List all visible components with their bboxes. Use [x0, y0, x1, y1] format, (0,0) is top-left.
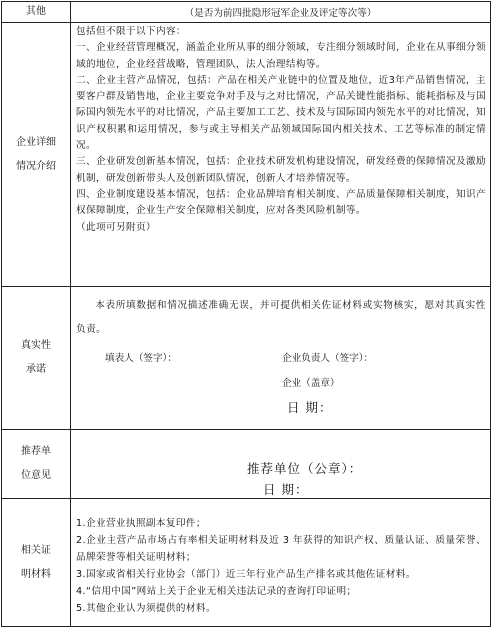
- details-item-3: 三、企业研发创新基本情况，包括：企业技术研发机构建设情况，研发经费的保障情况及激励机制，研发创新带头人及创新团队情况，创新人才培养情况等。: [76, 156, 486, 184]
- row-recommend: [1, 429, 491, 498]
- label-recommend-line-2: 位意见: [21, 470, 51, 481]
- details-attach-note: （此项可另附页）: [76, 221, 156, 233]
- label-details-line-2: 情况介绍: [16, 160, 56, 172]
- label-truth-line-2: 承诺: [26, 364, 46, 375]
- truth-date-label: 日 期：: [287, 400, 333, 415]
- truth-content: [71, 287, 490, 429]
- materials-item-4: 4.“信用中国”网站上关于企业无相关违法记录的查询打印证明；: [76, 586, 357, 597]
- label-materials-line-1: 相关证: [21, 544, 51, 556]
- label-details-line-1: 企业详细: [16, 136, 56, 148]
- details-item-1: 一、企业经营管理概况，涵盖企业所从事的细分领域，专注细分领域时间，企业在从事细分领域的地位，企业经营战略，管理团队，法人治理结构等。: [76, 42, 486, 70]
- filler-signature-label: 填表人（签字）：: [105, 353, 177, 364]
- materials-item-1: 1.企业营业执照副本复印件；: [76, 518, 206, 529]
- label-truth-line-1: 真实性: [21, 340, 51, 351]
- company-seal-label: 企业（盖章）: [282, 378, 340, 389]
- row-details: [1, 22, 491, 286]
- row-label-details: [2, 23, 71, 286]
- label-materials-line-2: 明材料: [21, 568, 51, 580]
- details-intro: 包括但不限于以下内容：: [76, 26, 186, 37]
- row-label-materials: [2, 499, 71, 626]
- row-materials: [1, 498, 491, 627]
- recommend-unit-seal-label: 推荐单位（公章）：: [247, 461, 363, 476]
- truth-statement: 本表所填数据和情况描述准确无误，并可提供相关佐证材料或实物核实，愿对其真实性负责。: [76, 300, 486, 335]
- details-content: [71, 23, 490, 286]
- row-label-other: [2, 2, 71, 22]
- other-note: （是否为前四批隐形冠军企业及评定等次等）: [184, 8, 377, 19]
- details-item-2: 二、企业主营产品情况，包括：产品在相关产业链中的位置及地位，近3年产品销售情况，主要客户群及销售地，企业主要竞争对手及与之对比情况，产品关键性能指标、能耗指标及与国际国内领先水平的对比情况，产品主要加工工艺、技术及与国际国内领先水平的对比情况，知识产权积累和运用情况，参与或主导相关产品领域国际国内相关技术、工艺等标准的制定情况。: [76, 74, 486, 152]
- row-label-recommend: [2, 430, 71, 498]
- materials-content: [71, 499, 490, 626]
- materials-item-5: 5.其他企业认为须提供的材料。: [76, 603, 216, 614]
- row-other: [1, 1, 491, 22]
- row-truth: [1, 286, 491, 429]
- row-label-truth: [2, 287, 71, 429]
- materials-item-3: 3.国家或省相关行业协会（部门）近三年行业产品生产排名或其他佐证材料。: [76, 569, 416, 580]
- responsible-signature-label: 企业负责人（签字）：: [282, 353, 374, 364]
- label-recommend-line-1: 推荐单: [21, 446, 51, 457]
- cell-other-note: [71, 2, 490, 22]
- recommend-content: [71, 430, 490, 498]
- materials-item-2: 2.企业主营产品市场占有率相关证明材料及近 3 年获得的知识产权、质量认证、质量荣誉、品牌荣誉等相关证明材料；: [76, 535, 486, 563]
- recommend-date-label: 日 期：: [263, 482, 309, 497]
- details-item-4: 四、企业制度建设基本情况，包括：企业品牌培育相关制度、产品质量保障相关制度，知识产权保障制度，企业生产安全保障相关制度，应对各类风险机制等。: [76, 188, 486, 217]
- label-other: 其他: [26, 6, 46, 17]
